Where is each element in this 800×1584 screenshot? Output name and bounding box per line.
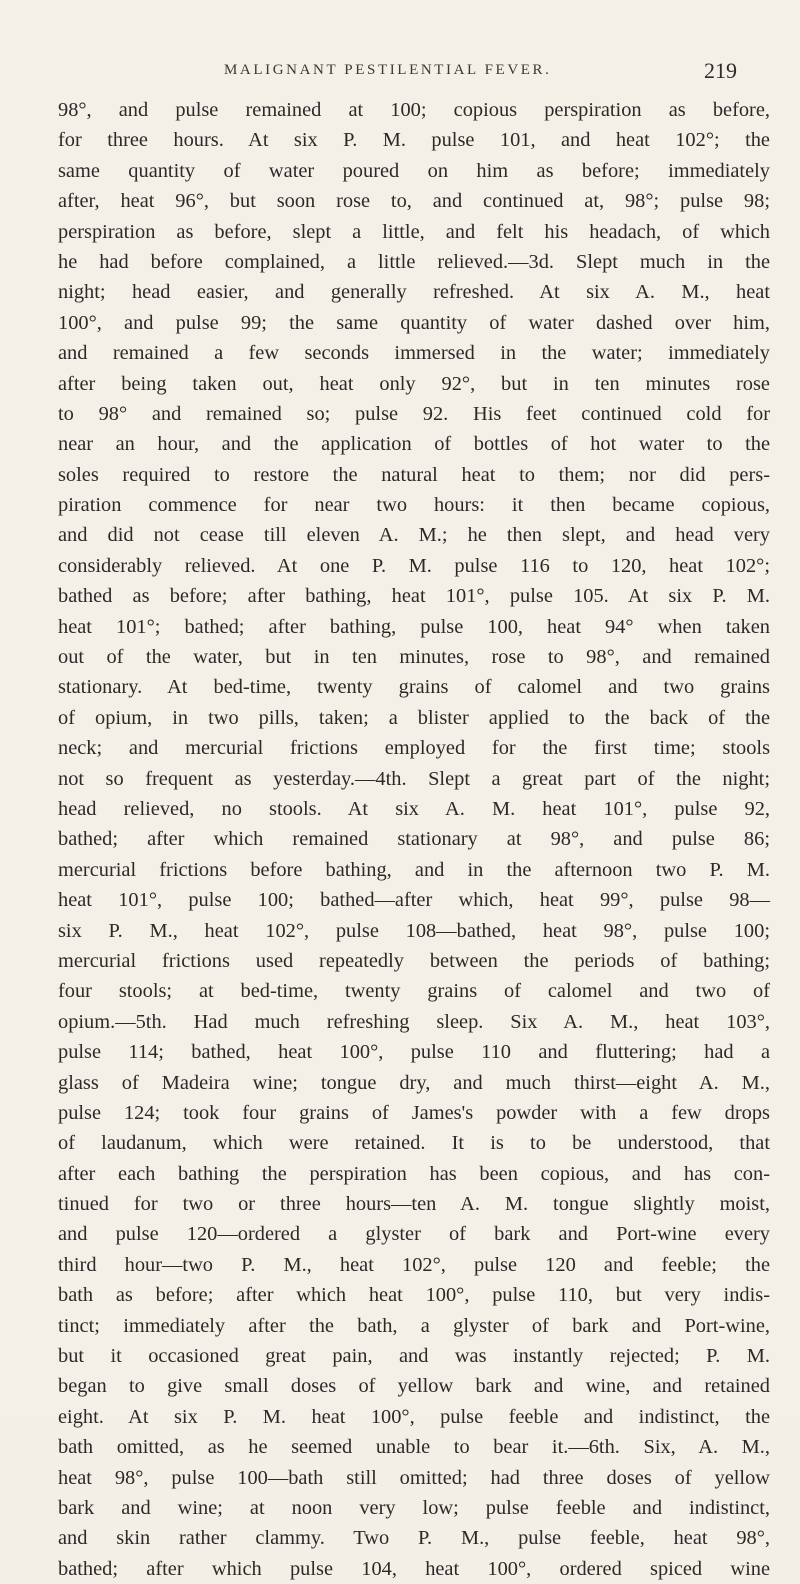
text-line: eight. At six P. M. heat 100°, pulse feeble and indistinct, the bbox=[58, 1405, 770, 1428]
text-line: bark and wine; at noon very low; pulse feeble and indistinct, bbox=[58, 1496, 770, 1519]
text-line: considerably relieved. At one P. M. pulse 116 to 120, heat 102°; bbox=[58, 554, 770, 577]
text-line: six P. M., heat 102°, pulse 108—bathed, heat 98°, pulse 100; bbox=[58, 919, 770, 942]
text-line: for three hours. At six P. M. pulse 101, and heat 102°; the bbox=[58, 129, 770, 152]
text-line: bath omitted, as he seemed unable to bear it.—6th. Six, A. M., bbox=[58, 1436, 770, 1459]
text-line: began to give small doses of yellow bark and wine, and retained bbox=[58, 1375, 770, 1398]
text-line: tinct; immediately after the bath, a glyster of bark and Port-wine, bbox=[58, 1314, 770, 1337]
text-line: piration commence for near two hours: it then became copious, bbox=[58, 494, 770, 517]
text-line: and pulse 120—ordered a glyster of bark and Port-wine every bbox=[58, 1223, 770, 1246]
text-line: mercurial frictions used repeatedly between the periods of bathing; bbox=[58, 949, 770, 972]
text-line: after being taken out, heat only 92°, but in ten minutes rose bbox=[58, 372, 770, 395]
text-line: of opium, in two pills, taken; a blister applied to the back of the bbox=[58, 706, 770, 729]
text-line: out of the water, but in ten minutes, rose to 98°, and remained bbox=[58, 646, 770, 669]
text-line: heat 98°, pulse 100—bath still omitted; had three doses of yellow bbox=[58, 1466, 770, 1489]
text-line: 98°, and pulse remained at 100; copious perspiration as before, bbox=[58, 99, 770, 121]
text-line: after each bathing the perspiration has been copious, and has con- bbox=[58, 1162, 770, 1185]
text-line: to 98° and remained so; pulse 92. His feet continued cold for bbox=[58, 402, 770, 425]
text-line: neck; and mercurial frictions employed for the first time; stools bbox=[58, 737, 770, 760]
text-line: head relieved, no stools. At six A. M. heat 101°, pulse 92, bbox=[58, 797, 770, 820]
text-line: bathed; after which remained stationary at 98°, and pulse 86; bbox=[58, 828, 770, 851]
text-line: near an hour, and the application of bottles of hot water to the bbox=[58, 433, 770, 456]
text-line: and did not cease till eleven A. M.; he then slept, and head very bbox=[58, 524, 770, 547]
text-line: pulse 124; took four grains of James's powder with a few drops bbox=[58, 1101, 770, 1124]
text-line: tinued for two or three hours—ten A. M. tongue slightly moist, bbox=[58, 1193, 770, 1216]
text-line: heat 101°, pulse 100; bathed—after which, heat 99°, pulse 98— bbox=[58, 889, 770, 912]
text-line: after, heat 96°, but soon rose to, and continued at, 98°; pulse 98; bbox=[58, 190, 770, 213]
text-line: bathed; after which pulse 104, heat 100°, ordered spiced wine bbox=[58, 1557, 770, 1580]
text-line: glass of Madeira wine; tongue dry, and much thirst—eight A. M., bbox=[58, 1071, 770, 1094]
running-head bbox=[0, 58, 800, 84]
text-line: heat 101°; bathed; after bathing, pulse 100, heat 94° when taken bbox=[58, 615, 770, 638]
text-line: of laudanum, which were retained. It is to be understood, that bbox=[58, 1132, 770, 1155]
text-line: night; head easier, and generally refreshed. At six A. M., heat bbox=[58, 281, 770, 304]
body-text bbox=[58, 95, 770, 1584]
text-line: bath as before; after which heat 100°, pulse 110, but very indis- bbox=[58, 1284, 770, 1307]
text-line: and skin rather clammy. Two P. M., pulse feeble, heat 98°, bbox=[58, 1527, 770, 1550]
text-line: and remained a few seconds immersed in the water; immediately bbox=[58, 342, 770, 365]
text-line: stationary. At bed-time, twenty grains of calomel and two grains bbox=[58, 676, 770, 699]
text-line: four stools; at bed-time, twenty grains of calomel and two of bbox=[58, 980, 770, 1003]
text-line: mercurial frictions before bathing, and in the afternoon two P. M. bbox=[58, 858, 770, 881]
text-line: he had before complained, a little relieved.—3d. Slept much in the bbox=[58, 250, 770, 273]
text-line: 100°, and pulse 99; the same quantity of water dashed over him, bbox=[58, 311, 770, 334]
text-line: perspiration as before, slept a little, and felt his headach, of which bbox=[58, 220, 770, 243]
text-line: same quantity of water poured on him as before; immediately bbox=[58, 159, 770, 182]
text-line: but it occasioned great pain, and was instantly rejected; P. M. bbox=[58, 1345, 770, 1368]
text-line: not so frequent as yesterday.—4th. Slept a great part of the night; bbox=[58, 767, 770, 790]
running-title: MALIGNANT PESTILENTIAL FEVER. bbox=[224, 62, 552, 78]
page-number: 219 bbox=[704, 58, 737, 83]
text-line: opium.—5th. Had much refreshing sleep. Six A. M., heat 103°, bbox=[58, 1010, 770, 1033]
text-line: soles required to restore the natural heat to them; nor did pers- bbox=[58, 463, 770, 486]
text-line: bathed as before; after bathing, heat 101°, pulse 105. At six P. M. bbox=[58, 585, 770, 608]
text-line: pulse 114; bathed, heat 100°, pulse 110 and fluttering; had a bbox=[58, 1041, 770, 1064]
text-line: third hour—two P. M., heat 102°, pulse 120 and feeble; the bbox=[58, 1253, 770, 1276]
